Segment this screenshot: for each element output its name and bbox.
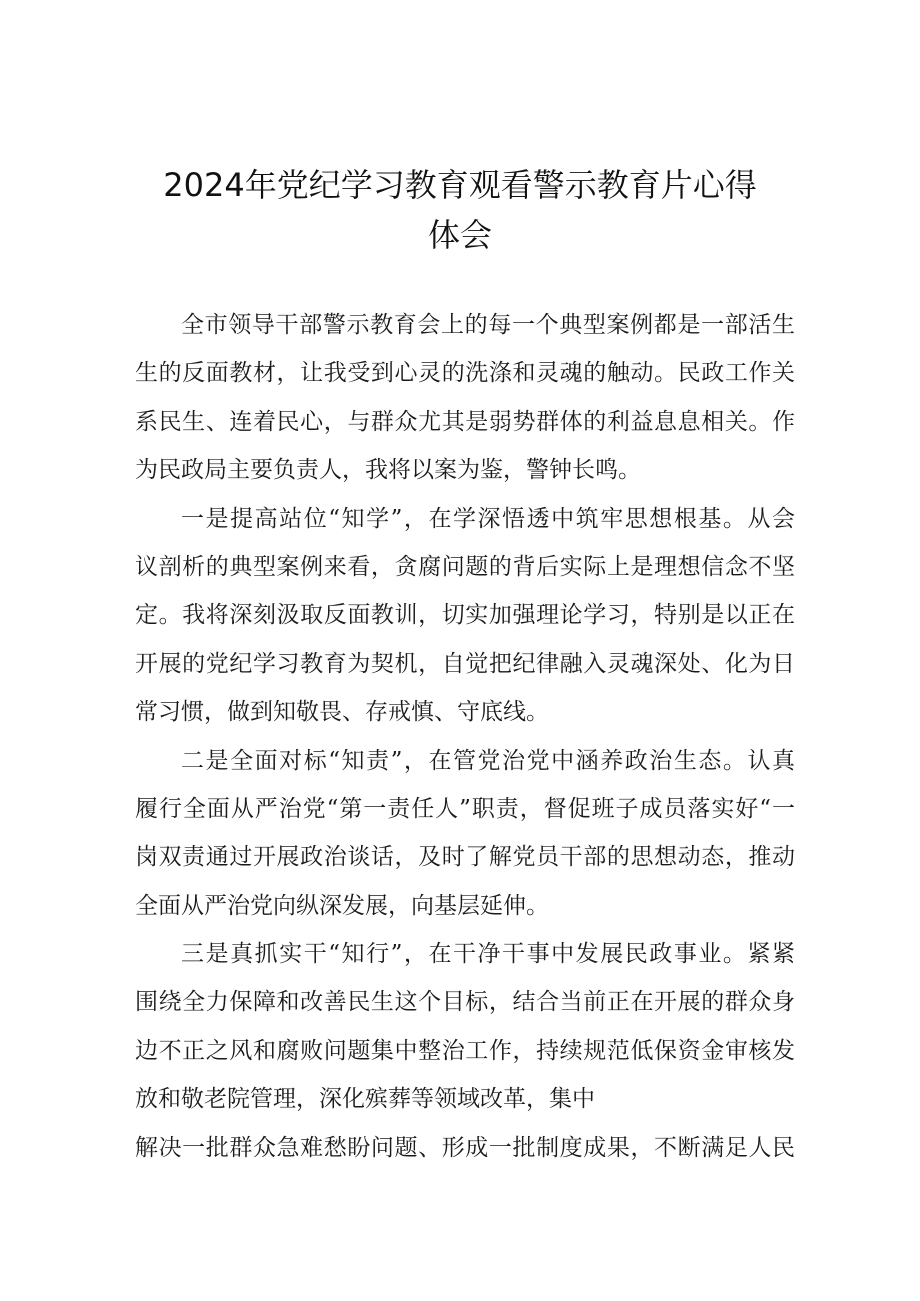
- body-line: 全面从严治党向纵深发展，向基层延伸。: [135, 892, 549, 919]
- body-line: 二是全面对标“知责”，在管党治党中涵养政治生态。认真: [181, 747, 795, 774]
- body-line: 三是真抓实干“知行”，在干净干事中发展民政事业。紧紧: [181, 941, 795, 968]
- title-line-2: 体会: [427, 216, 492, 254]
- body-line: 围绕全力保障和改善民生这个目标，结合当前正在开展的群众身: [135, 989, 795, 1016]
- body-line: 生的反面教材，让我受到心灵的洗涤和灵魂的触动。民政工作关: [135, 360, 795, 387]
- body-line: 解决一批群众急难愁盼问题、形成一批制度成果，不断满足人民: [135, 1134, 795, 1161]
- body-line: 系民生、连着民心，与群众尤其是弱势群体的利益息息相关。作: [135, 408, 795, 435]
- body-line: 履行全面从严治党“第一责任人”职责，督促班子成员落实好“一: [135, 795, 795, 822]
- body-line: 常习惯，做到知敬畏、存戒慎、守底线。: [135, 699, 549, 726]
- document-body: [135, 301, 795, 1172]
- title-line-1: 2024年党纪学习教育观看警示教育片心得: [163, 166, 757, 204]
- body-line: 为民政局主要负责人，我将以案为鉴，警钟长鸣。: [135, 457, 641, 484]
- body-line: 放和敬老院管理，深化殡葬等领域改革，集中: [135, 1086, 595, 1113]
- body-line: 岗双责通过开展政治谈话，及时了解党员干部的思想动态，推动: [135, 844, 795, 871]
- body-line: 开展的党纪学习教育为契机，自觉把纪律融入灵魂深处、化为日: [135, 650, 795, 677]
- body-line: 定。我将深刻汲取反面教训，切实加强理论学习，特别是以正在: [135, 602, 795, 629]
- document-title: [0, 160, 920, 260]
- body-line: 议剖析的典型案例来看，贪腐问题的背后实际上是理想信念不坚: [135, 553, 795, 580]
- body-line: 边不正之风和腐败问题集中整治工作，持续规范低保资金审核发: [135, 1037, 795, 1064]
- body-line: 一是提高站位“知学”，在学深悟透中筑牢思想根基。从会: [181, 505, 795, 532]
- body-line: 全市领导干部警示教育会上的每一个典型案例都是一部活生: [181, 312, 795, 338]
